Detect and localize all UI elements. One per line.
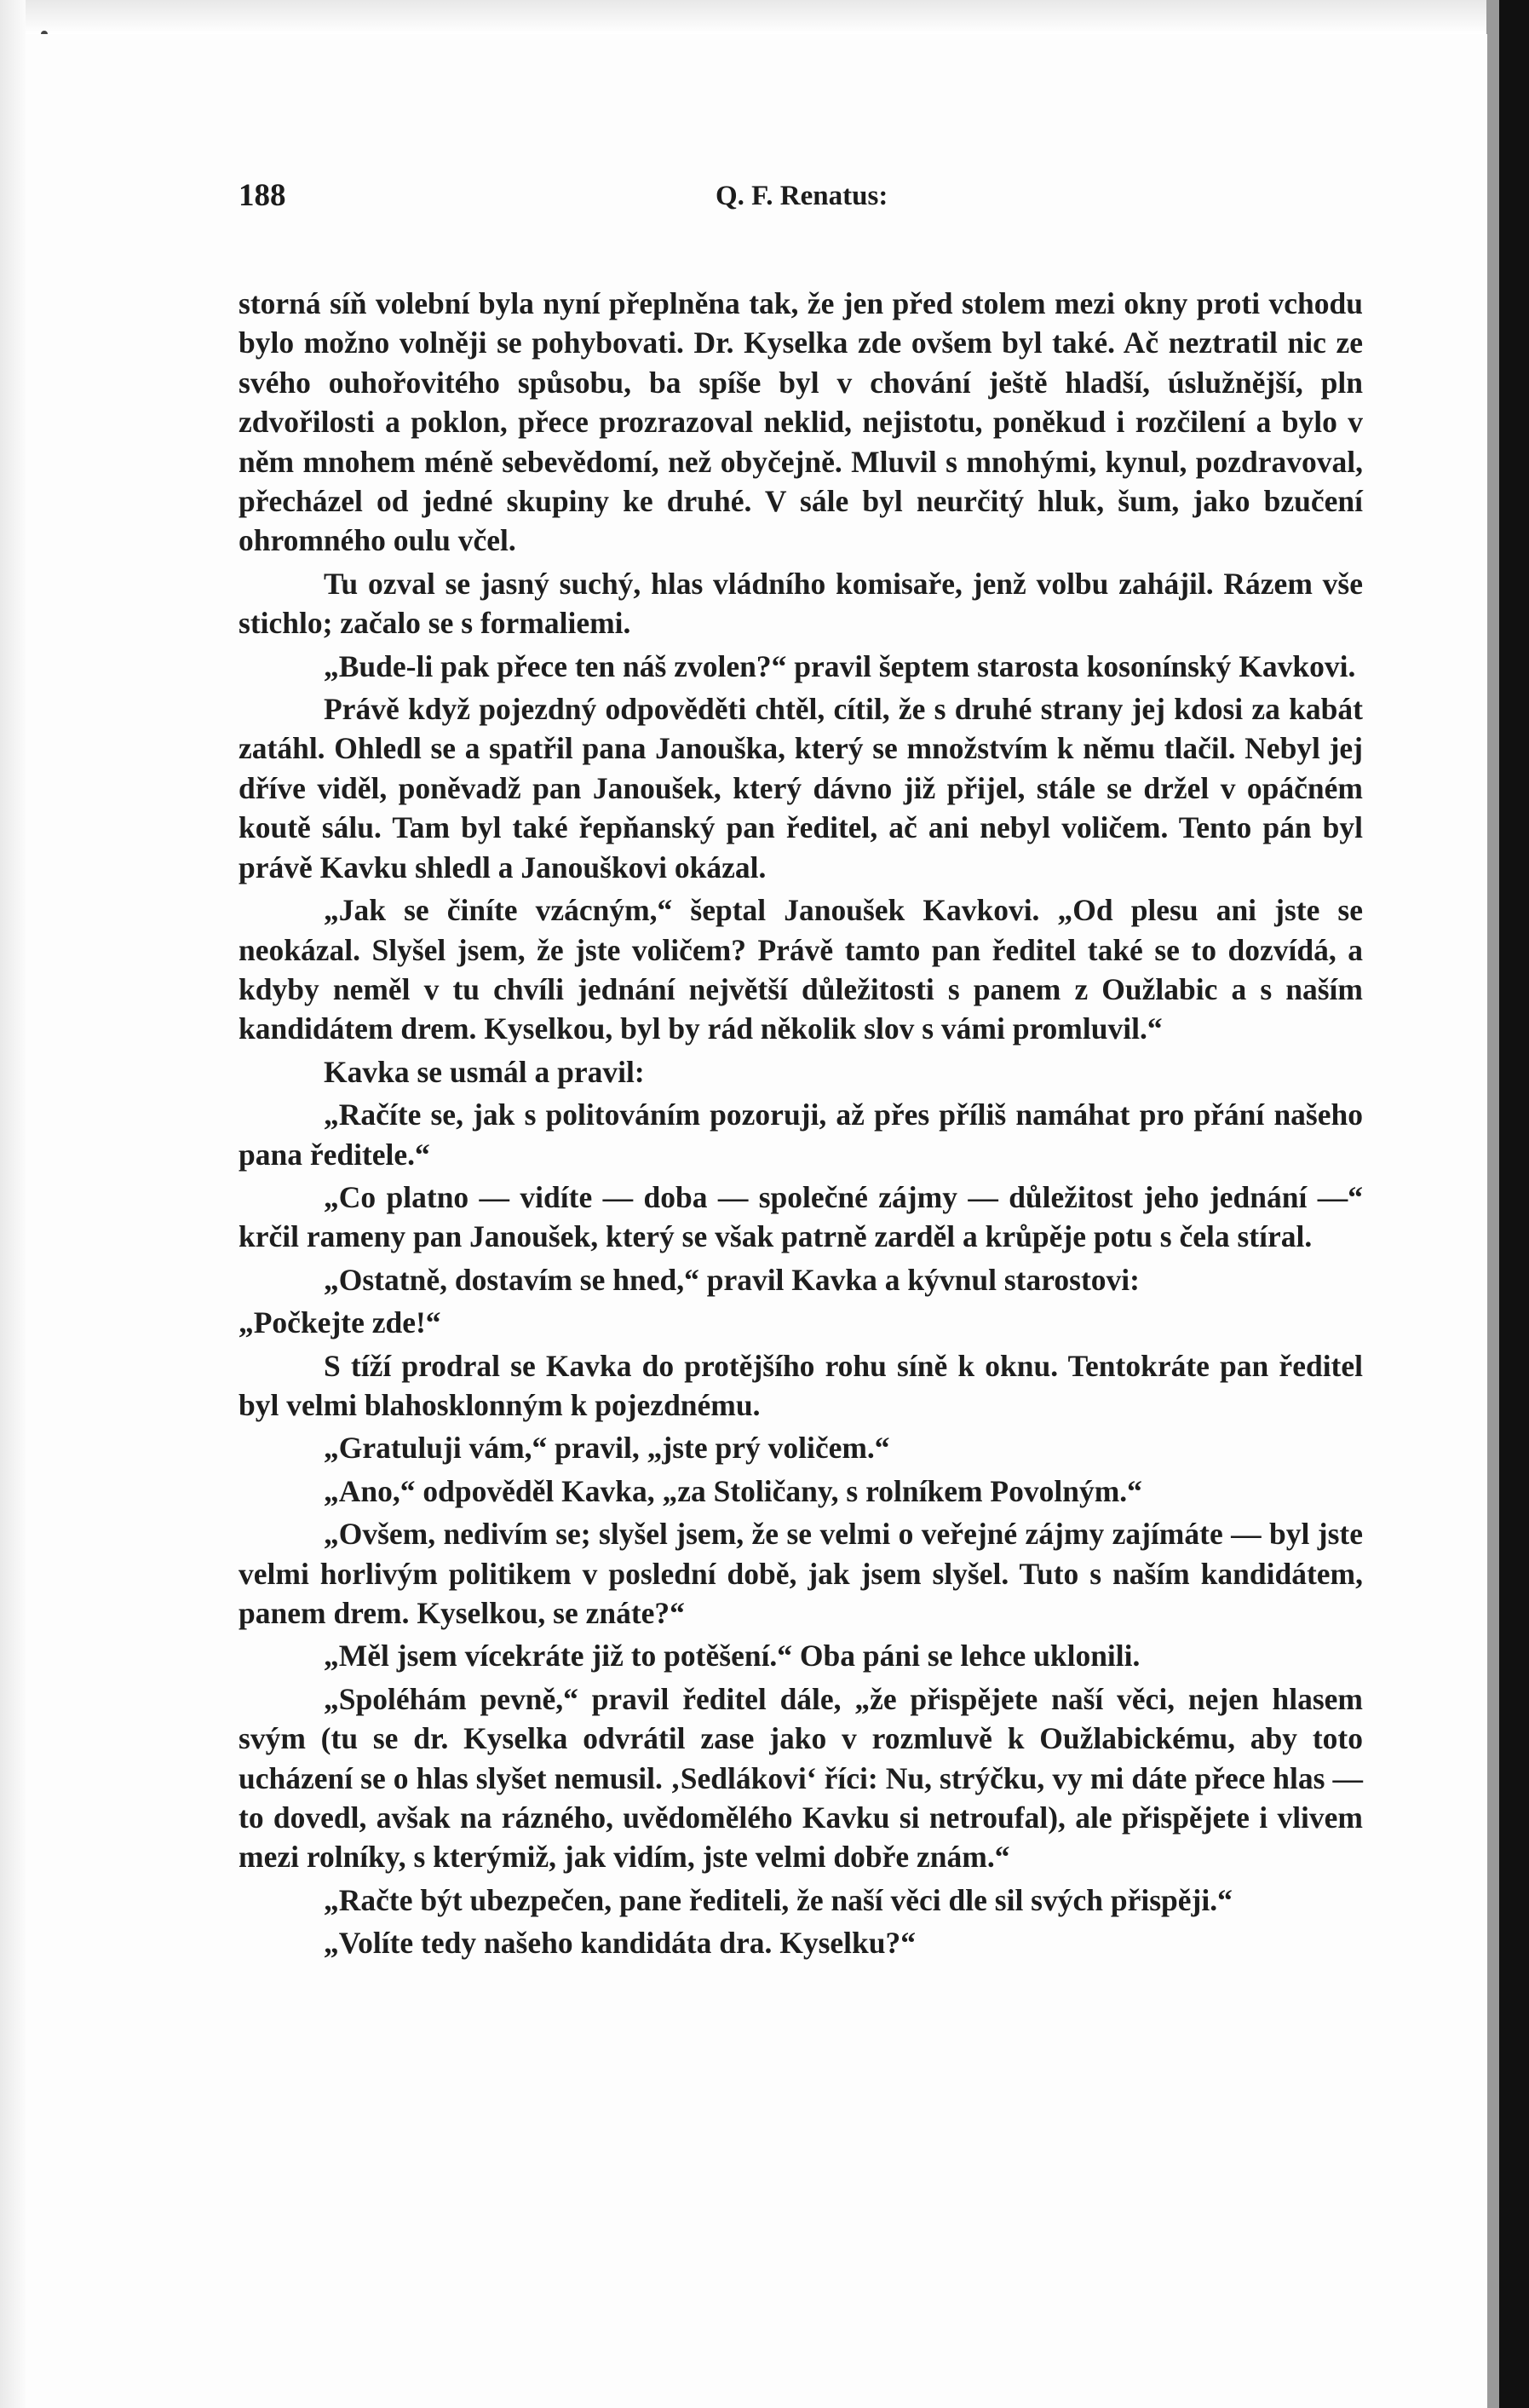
- paragraph: „Račte být ubezpečen, pane řediteli, že naší věci dle sil svých přispěji.“: [324, 1882, 1233, 1917]
- paragraph: „Ovšem, nedivím se; slyšel jsem, že se velmi o veřejné zájmy zajímáte — byl jste velmi horlivým politikem v poslední době, jak jsem slyšel. Tuto s naším kandidátem, panem drem. Kyselkou, se znáte?“: [239, 1517, 1363, 1630]
- body-text: [239, 284, 1363, 1967]
- scan-edge-right: [1499, 0, 1529, 2408]
- paragraph: „Volíte tedy našeho kandidáta dra. Kyselku?“: [324, 1926, 917, 1961]
- paragraph: „Bude-li pak přece ten náš zvolen?“ pravil šeptem starosta kosonínský Kavkovi.: [324, 648, 1356, 683]
- paragraph: „Spoléhám pevně,“ pravil ředitel dále, „že přispějete naší věci, nejen hlasem svým (tu se dr. Kyselka odvrátil zase jako v rozmluvě k Oužlabickému, aby toto ucházení se o hlas slyšet nemusil. ‚Sedlákovi‘ říci: Nu, strýčku, vy mi dáte přece hlas — to dovedl, avšak na rázného, uvědomělého Kavku si netroufal), ale přispějete i vlivem mezi rolníky, s kterýmiž, jak vidím, jste velmi dobře znám.“: [239, 1681, 1363, 1875]
- paragraph: „Ostatně, dostavím se hned,“ pravil Kavka a kývnul starostovi:: [324, 1262, 1140, 1297]
- paragraph: S tíží prodral se Kavka do protějšího rohu síně k oknu. Tentokráte pan ředitel byl velmi blahosklonným k pojezdnému.: [239, 1348, 1363, 1422]
- paragraph: storná síň volební byla nyní přeplněna tak, že jen před stolem mezi okny proti vchodu bylo možno volněji se pohybovati. Dr. Kyselka zde ovšem byl také. Ač neztratil nic ze svého ouhořovitého spůsobu, ba spíše byl v chování ještě hladší, úslužnější, pln zdvořilosti a poklon, přece prozrazoval neklid, nejistotu, poněkud i rozčilení a bylo v něm mnohem méně sebevědomí, než obyčejně. Mluvil s mnohými, kynul, pozdravoval, přecházel od jedné skupiny ke druhé. V sále byl neurčitý hluk, šum, jako bzučení ohromného oulu včel.: [239, 286, 1363, 558]
- paragraph: „Počkejte zde!“: [239, 1305, 441, 1340]
- paragraph: Tu ozval se jasný suchý, hlas vládního komisaře, jenž volbu zahájil. Rázem vše stichlo; začalo se s formaliemi.: [239, 566, 1363, 641]
- paragraph: Právě když pojezdný odpověděti chtěl, cítil, že s druhé strany jej kdosi za kabát zatáhl. Ohledl se a spatřil pana Janouška, který se množstvím k němu tlačil. Nebyl jej dříve viděl, poněvadž pan Janoušek, který dávno již přijel, stále se držel v opáčném koutě sálu. Tam byl také řepňanský pan ředitel, ač ani nebyl voličem. Tento pán byl právě Kavku shledl a Janouškovi okázal.: [239, 692, 1363, 884]
- paragraph: Kavka se usmál a pravil:: [324, 1054, 645, 1089]
- paragraph: „Měl jsem vícekráte již to potěšení.“ Oba páni se lehce uklonili.: [324, 1639, 1141, 1674]
- page-header: [239, 177, 1363, 228]
- page-number: 188: [239, 178, 286, 213]
- paragraph: „Co platno — vidíte — doba — společné zájmy — důležitost jeho jednání —“ krčil rameny pan Janoušek, který se však patrně zarděl a krůpěje potu s čela stíral.: [239, 1179, 1363, 1254]
- paragraph: „Račíte se, jak s politováním pozoruji, až přes příliš namáhat pro přání našeho pana ředitele.“: [239, 1097, 1363, 1172]
- scan-edge-top: [0, 0, 1529, 34]
- paragraph: „Ano,“ odpověděl Kavka, „za Stoličany, s rolníkem Povolným.“: [324, 1473, 1142, 1508]
- running-title: Q. F. Renatus:: [716, 181, 888, 211]
- scan-edge-left: [0, 0, 26, 2408]
- paragraph: „Jak se činíte vzácným,“ šeptal Janoušek Kavkovi. „Od plesu ani jste se neokázal. Slyšel jsem, že jste voličem? Právě tamto pan ředitel také se to dozvídá, a kdyby neměl v tu chvíli jednání největší důležitosti s panem z Oužlabic a s naším kandidátem drem. Kyselkou, byl by rád několik slov s vámi promluvil.“: [239, 893, 1363, 1046]
- scan-edge-right-shadow: [1486, 0, 1500, 2408]
- paragraph: „Gratuluji vám,“ pravil, „jste prý voličem.“: [324, 1431, 890, 1466]
